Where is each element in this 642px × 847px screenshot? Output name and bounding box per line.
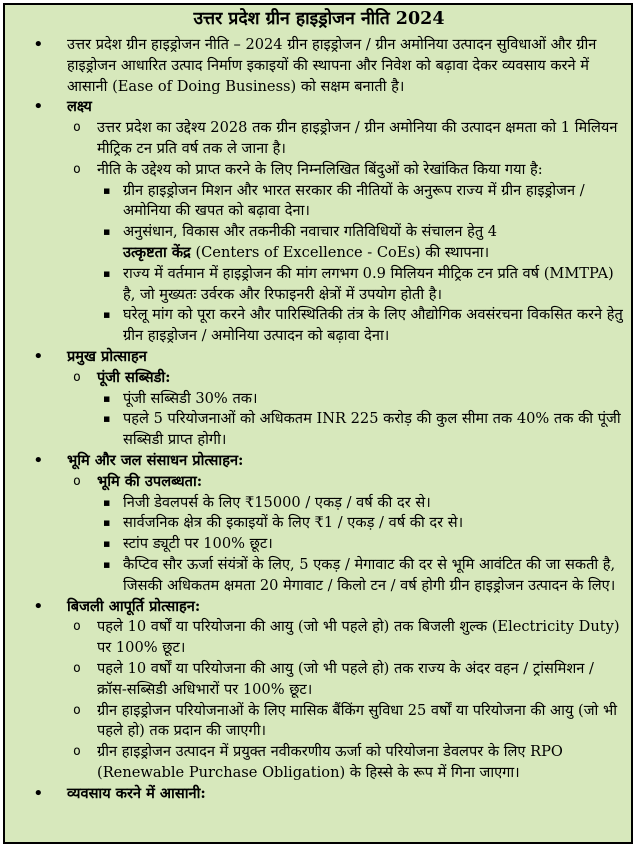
power-heading: बिजली आपूर्ति प्रोत्साहन: xyxy=(67,597,201,615)
list-item xyxy=(67,160,623,347)
incentives-section xyxy=(15,347,623,451)
land-heading: भूमि और जल संसाधन प्रोत्साहन: xyxy=(67,451,244,469)
list-item xyxy=(67,472,623,597)
land-sub-heading: भूमि की उपलब्धता: xyxy=(97,472,203,490)
coe-label: उत्कृष्टता केंद्र xyxy=(123,243,191,261)
list-item xyxy=(67,701,623,743)
ease-section xyxy=(15,784,623,805)
list-item-text: सार्वजनिक क्षेत्र की इकाइयों के लिए ₹1 / एकड़ / वर्ष की दर से। xyxy=(123,514,464,532)
list-item-text: ग्रीन हाइड्रोजन उत्पादन में प्रयुक्त नवीकरणीय ऊर्जा को परियोजना डेवलपर के लिए RPO (Renewable Purchase Obligation) के हिस्से के रूप में गिना जाएगा। xyxy=(97,743,563,781)
list-item xyxy=(67,659,623,701)
intro-text: उत्तर प्रदेश ग्रीन हाइड्रोजन नीति – 2024 ग्रीन हाइड्रोजन / ग्रीन अमोनिया उत्पादन सुविधाओं और ग्रीन हाइड्रोजन आधारित उत्पाद निर्माण इकाइयों की स्थापना और निवेश को बढ़ावा देकर व्यवसाय करने में आसानी (Ease of Doing Business) को सक्षम बनाती है। xyxy=(67,36,597,95)
objective-points xyxy=(97,181,623,347)
power-section xyxy=(15,597,623,784)
capital-heading: पूंजी सब्सिडी: xyxy=(97,368,171,386)
policy-document xyxy=(3,3,633,844)
capital-points xyxy=(97,389,623,451)
objective-heading: लक्ष्य xyxy=(67,98,92,116)
list-item xyxy=(97,305,623,347)
incentives-heading: प्रमुख प्रोत्साहन xyxy=(67,347,147,365)
list-item xyxy=(97,513,623,534)
list-item xyxy=(67,118,623,160)
list-item xyxy=(67,742,623,784)
intro-item xyxy=(15,35,623,97)
main-list xyxy=(15,35,623,804)
list-item-text: उत्तर प्रदेश का उद्देश्य 2028 तक ग्रीन हाइड्रोजन / ग्रीन अमोनिया की उत्पादन क्षमता को 1 मिलियन मीट्रिक टन प्रति वर्ष तक ले जाना है। xyxy=(97,119,618,157)
objective-section xyxy=(15,97,623,347)
list-item xyxy=(97,534,623,555)
list-item xyxy=(97,264,623,306)
list-item xyxy=(67,617,623,659)
objective-list xyxy=(67,118,623,347)
list-item-text: नीति के उद्देश्य को प्राप्त करने के लिए निम्नलिखित बिंदुओं को रेखांकित किया गया है: xyxy=(97,160,543,178)
list-item xyxy=(97,389,623,410)
list-item-text: निजी डेवलपर्स के लिए ₹15000 / एकड़ / वर्ष की दर से। xyxy=(123,493,431,511)
list-item-text: राज्य में वर्तमान में हाइड्रोजन की मांग लगभग 0.9 मिलियन मीट्रिक टन प्रति वर्ष (MMTPA) है, जो मुख्यतः उर्वरक और रिफाइनरी क्षेत्रों में उपयोग होती है। xyxy=(123,264,614,303)
list-item-text: पहले 5 परियोजनाओं को अधिकतम INR 225 करोड़ की कुल सीमा तक 40% तक की पूंजी सब्सिडी प्राप्त होगी। xyxy=(123,410,621,449)
ease-heading: व्यवसाय करने में आसानी: xyxy=(67,784,206,802)
list-item xyxy=(97,409,623,451)
list-item-text: कैप्टिव सौर ऊर्जा संयंत्रों के लिए, 5 एकड़ / मेगावाट की दर से भूमि आवंटित की जा सकती है, जिसकी अधिकतम क्षमता 20 मेगावाट / किलो टन / वर्ष होगी ग्रीन हाइड्रोजन उत्पादन के लिए। xyxy=(123,555,616,594)
list-item xyxy=(97,555,623,597)
list-item-text: (Centers of Excellence - CoEs) की स्थापना। xyxy=(190,243,490,261)
list-item xyxy=(97,493,623,514)
list-item-text: स्टांप ड्यूटी पर 100% छूट। xyxy=(123,535,273,553)
land-points xyxy=(97,493,623,597)
list-item xyxy=(97,181,623,223)
list-item xyxy=(97,222,623,264)
list-item-text: घरेलू मांग को पूरा करने और पारिस्थितिकी तंत्र के लिए औद्योगिक अवसंरचना विकसित करने हेतु ग्रीन हाइड्रोजन / अमोनिया उत्पादन को बढ़ावा देना। xyxy=(123,306,623,345)
incentives-list xyxy=(67,368,623,451)
land-list xyxy=(67,472,623,597)
list-item-text: ग्रीन हाइड्रोजन परियोजनाओं के लिए मासिक बैंकिंग सुविधा 25 वर्षों या परियोजना की आयु (जो भी पहले हो) तक प्रदान की जाएगी। xyxy=(97,701,618,740)
list-item-text: पूंजी सब्सिडी 30% तक। xyxy=(123,389,258,407)
list-item-text: पहले 10 वर्षों या परियोजना की आयु (जो भी पहले हो) तक राज्य के अंदर वहन / ट्रांसमिशन / क्रॉस-सब्सिडी अधिभारों पर 100% छूट। xyxy=(97,659,594,698)
list-item-text: ग्रीन हाइड्रोजन मिशन और भारत सरकार की नीतियों के अनुरूप राज्य में ग्रीन हाइड्रोजन / अमोनिया की खपत को बढ़ावा देना। xyxy=(123,181,585,220)
list-item-text: अनुसंधान, विकास और तकनीकी नवाचार गतिविधियों के संचालन हेतु 4 xyxy=(123,223,498,241)
power-list xyxy=(67,617,623,783)
page-title: उत्तर प्रदेश ग्रीन हाइड्रोजन नीति 2024 xyxy=(193,9,445,29)
list-item xyxy=(67,368,623,451)
land-section xyxy=(15,451,623,597)
list-item-text: पहले 10 वर्षों या परियोजना की आयु (जो भी पहले हो) तक बिजली शुल्क (Electricity Duty) पर 100% छूट। xyxy=(97,618,620,657)
